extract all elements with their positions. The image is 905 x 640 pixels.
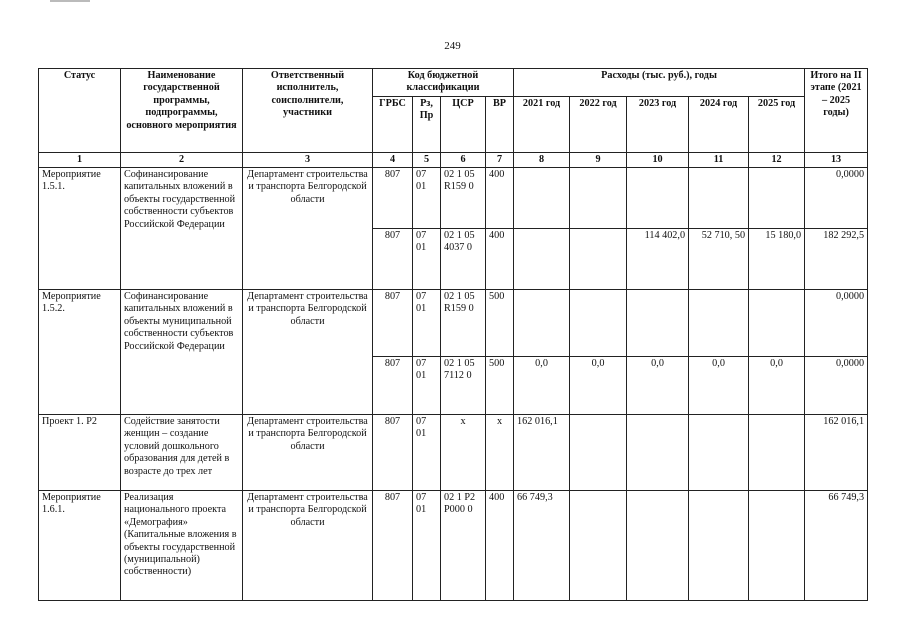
csr-cell: 02 1 05 4037 0 <box>441 229 486 290</box>
vr-cell: x <box>486 415 514 491</box>
status-cell: Проект 1. Р2 <box>39 415 121 491</box>
vr-cell: 400 <box>486 168 514 229</box>
col-number: 4 <box>373 153 413 168</box>
header-2023: 2023 год <box>627 97 689 153</box>
name-cell: Софинансирование капитальных вложений в объекты муниципальной собственности субъектов Российской Федерации <box>121 290 243 415</box>
status-cell: Мероприятие 1.5.1. <box>39 168 121 290</box>
total-cell: 0,0000 <box>805 290 868 357</box>
col-number: 10 <box>627 153 689 168</box>
rzpr-cell: 07 01 <box>413 290 441 357</box>
col-number: 13 <box>805 153 868 168</box>
col-number: 6 <box>441 153 486 168</box>
total-cell: 0,0000 <box>805 168 868 229</box>
header-total: Итого на II этапе (2021 – 2025 годы) <box>805 69 868 153</box>
value-2025-cell <box>749 491 805 601</box>
header-rzpr: Рз, Пр <box>413 97 441 153</box>
value-2025-cell <box>749 290 805 357</box>
grbs-cell: 807 <box>373 357 413 415</box>
header-name: Наименование государственной программы, подпрограммы, основного мероприятия <box>121 69 243 153</box>
value-2022-cell <box>570 491 627 601</box>
value-2022-cell <box>570 290 627 357</box>
col-number: 12 <box>749 153 805 168</box>
value-2022-cell: 0,0 <box>570 357 627 415</box>
executor-cell: Департамент строительства и транспорта Белгородской области <box>243 491 373 601</box>
value-2021-cell <box>514 168 570 229</box>
page-number: 249 <box>444 40 461 52</box>
csr-cell: 02 1 Р2 Р000 0 <box>441 491 486 601</box>
value-2022-cell <box>570 168 627 229</box>
header-2021: 2021 год <box>514 97 570 153</box>
total-cell: 66 749,3 <box>805 491 868 601</box>
table-row <box>39 415 868 491</box>
header-expenses: Расходы (тыс. руб.), годы <box>514 69 805 97</box>
total-cell: 182 292,5 <box>805 229 868 290</box>
value-2024-cell <box>689 290 749 357</box>
total-cell: 0,0000 <box>805 357 868 415</box>
grbs-cell: 807 <box>373 491 413 601</box>
value-2021-cell <box>514 229 570 290</box>
header-executor: Ответственный исполнитель, соисполнители, участники <box>243 69 373 153</box>
csr-cell: 02 1 05 R159 0 <box>441 290 486 357</box>
vr-cell: 500 <box>486 357 514 415</box>
value-2021-cell: 0,0 <box>514 357 570 415</box>
table-row <box>39 491 868 601</box>
value-2025-cell <box>749 168 805 229</box>
col-number: 5 <box>413 153 441 168</box>
value-2024-cell <box>689 168 749 229</box>
value-2024-cell <box>689 415 749 491</box>
header-status: Статус <box>39 69 121 153</box>
rzpr-cell: 07 01 <box>413 415 441 491</box>
value-2023-cell: 0,0 <box>627 357 689 415</box>
value-2021-cell <box>514 290 570 357</box>
header-2024: 2024 год <box>689 97 749 153</box>
rzpr-cell: 07 01 <box>413 168 441 229</box>
value-2025-cell <box>749 415 805 491</box>
table-header <box>39 69 868 168</box>
grbs-cell: 807 <box>373 168 413 229</box>
value-2021-cell: 162 016,1 <box>514 415 570 491</box>
col-number: 1 <box>39 153 121 168</box>
col-number: 9 <box>570 153 627 168</box>
rzpr-cell: 07 01 <box>413 491 441 601</box>
total-cell: 162 016,1 <box>805 415 868 491</box>
column-number-row <box>39 153 868 168</box>
csr-cell: 02 1 05 R159 0 <box>441 168 486 229</box>
value-2024-cell: 52 710, 50 <box>689 229 749 290</box>
col-number: 11 <box>689 153 749 168</box>
budget-table <box>38 68 868 601</box>
value-2025-cell: 15 180,0 <box>749 229 805 290</box>
value-2024-cell <box>689 491 749 601</box>
name-cell: Реализация национального проекта «Демография» (Капитальные вложения в объекты государственной (муниципальной) собственности) <box>121 491 243 601</box>
rzpr-cell: 07 01 <box>413 357 441 415</box>
name-cell: Содействие занятости женщин – создание условий дошкольного образования для детей в возрасте до трех лет <box>121 415 243 491</box>
value-2023-cell <box>627 290 689 357</box>
col-number: 7 <box>486 153 514 168</box>
value-2023-cell <box>627 168 689 229</box>
name-cell: Софинансирование капитальных вложений в объекты государственной собственности субъектов Российской Федерации <box>121 168 243 290</box>
value-2023-cell <box>627 491 689 601</box>
executor-cell: Департамент строительства и транспорта Белгородской области <box>243 415 373 491</box>
header-vr: ВР <box>486 97 514 153</box>
vr-cell: 500 <box>486 290 514 357</box>
header-csr: ЦСР <box>441 97 486 153</box>
csr-cell: 02 1 05 7112 0 <box>441 357 486 415</box>
scan-edge-mark <box>50 0 90 2</box>
header-grbs: ГРБС <box>373 97 413 153</box>
header-2022: 2022 год <box>570 97 627 153</box>
col-number: 8 <box>514 153 570 168</box>
header-2025: 2025 год <box>749 97 805 153</box>
rzpr-cell: 07 01 <box>413 229 441 290</box>
vr-cell: 400 <box>486 491 514 601</box>
value-2024-cell: 0,0 <box>689 357 749 415</box>
value-2023-cell: 114 402,0 <box>627 229 689 290</box>
value-2022-cell <box>570 229 627 290</box>
col-number: 2 <box>121 153 243 168</box>
csr-cell: x <box>441 415 486 491</box>
value-2022-cell <box>570 415 627 491</box>
executor-cell: Департамент строительства и транспорта Белгородской области <box>243 168 373 290</box>
table-row <box>39 168 868 229</box>
status-cell: Мероприятие 1.6.1. <box>39 491 121 601</box>
grbs-cell: 807 <box>373 229 413 290</box>
value-2025-cell: 0,0 <box>749 357 805 415</box>
executor-cell: Департамент строительства и транспорта Белгородской области <box>243 290 373 415</box>
status-cell: Мероприятие 1.5.2. <box>39 290 121 415</box>
header-budget-code: Код бюджетной классификации <box>373 69 514 97</box>
value-2023-cell <box>627 415 689 491</box>
grbs-cell: 807 <box>373 290 413 357</box>
table-row <box>39 290 868 357</box>
value-2021-cell: 66 749,3 <box>514 491 570 601</box>
grbs-cell: 807 <box>373 415 413 491</box>
col-number: 3 <box>243 153 373 168</box>
vr-cell: 400 <box>486 229 514 290</box>
